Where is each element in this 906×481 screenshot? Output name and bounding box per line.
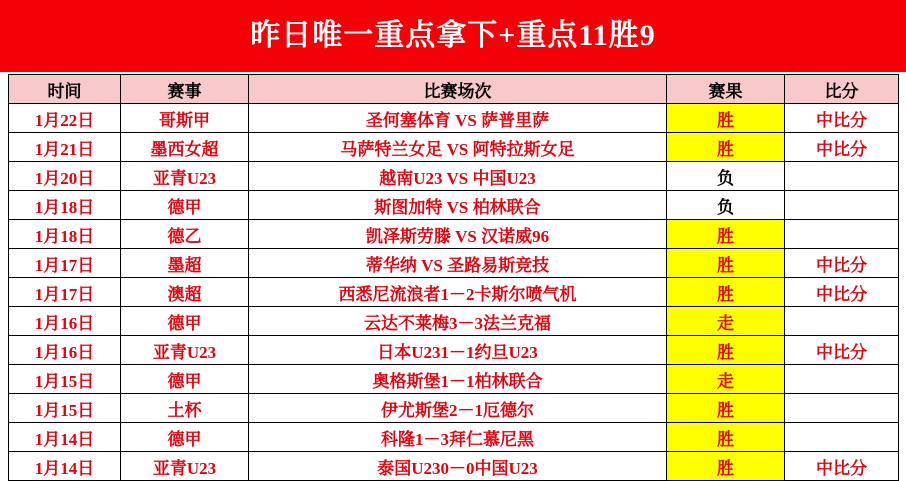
match-table — [8, 74, 899, 481]
cell-time: 1月14日 — [9, 452, 121, 481]
cell-score — [785, 365, 899, 394]
cell-time: 1月16日 — [9, 307, 121, 336]
table-body — [9, 104, 899, 481]
cell-time: 1月20日 — [9, 162, 121, 191]
column-header-result: 赛果 — [667, 75, 785, 104]
cell-score: 中比分 — [785, 336, 899, 365]
cell-fixture: 西悉尼流浪者1－2卡斯尔喷气机 — [249, 278, 667, 307]
cell-time: 1月14日 — [9, 423, 121, 452]
cell-result: 胜 — [667, 336, 785, 365]
cell-league: 德甲 — [121, 191, 249, 220]
cell-fixture: 伊尤斯堡2－1厄德尔 — [249, 394, 667, 423]
cell-league: 德乙 — [121, 220, 249, 249]
cell-fixture: 奥格斯堡1－1柏林联合 — [249, 365, 667, 394]
cell-time: 1月16日 — [9, 336, 121, 365]
table-row — [9, 191, 899, 220]
cell-fixture: 越南U23 VS 中国U23 — [249, 162, 667, 191]
cell-time: 1月18日 — [9, 191, 121, 220]
cell-result: 负 — [667, 191, 785, 220]
cell-score: 中比分 — [785, 249, 899, 278]
cell-league: 亚青U23 — [121, 452, 249, 481]
cell-result: 负 — [667, 162, 785, 191]
cell-result: 走 — [667, 307, 785, 336]
cell-result: 胜 — [667, 394, 785, 423]
cell-fixture: 日本U231－1约旦U23 — [249, 336, 667, 365]
cell-score — [785, 423, 899, 452]
cell-league: 德甲 — [121, 307, 249, 336]
table-row — [9, 336, 899, 365]
table-header-row — [9, 75, 899, 104]
cell-result: 胜 — [667, 133, 785, 162]
cell-fixture: 泰国U230－0中国U23 — [249, 452, 667, 481]
cell-result: 走 — [667, 365, 785, 394]
column-header-league: 赛事 — [121, 75, 249, 104]
table-row — [9, 394, 899, 423]
cell-time: 1月18日 — [9, 220, 121, 249]
table-row — [9, 220, 899, 249]
cell-result: 胜 — [667, 249, 785, 278]
cell-fixture: 云达不莱梅3－3法兰克福 — [249, 307, 667, 336]
cell-result: 胜 — [667, 104, 785, 133]
cell-score: 中比分 — [785, 278, 899, 307]
cell-fixture: 马萨特兰女足 VS 阿特拉斯女足 — [249, 133, 667, 162]
cell-league: 哥斯甲 — [121, 104, 249, 133]
cell-time: 1月17日 — [9, 278, 121, 307]
table-row — [9, 423, 899, 452]
cell-score — [785, 307, 899, 336]
table-row — [9, 104, 899, 133]
cell-league: 亚青U23 — [121, 162, 249, 191]
cell-league: 墨西女超 — [121, 133, 249, 162]
cell-score — [785, 191, 899, 220]
cell-result: 胜 — [667, 278, 785, 307]
cell-score — [785, 220, 899, 249]
cell-league: 亚青U23 — [121, 336, 249, 365]
cell-fixture: 科隆1－3拜仁慕尼黑 — [249, 423, 667, 452]
cell-fixture: 凯泽斯劳滕 VS 汉诺威96 — [249, 220, 667, 249]
column-header-fixture: 比赛场次 — [249, 75, 667, 104]
cell-score — [785, 394, 899, 423]
cell-league: 德甲 — [121, 423, 249, 452]
cell-league: 德甲 — [121, 365, 249, 394]
cell-result: 胜 — [667, 423, 785, 452]
column-header-time: 时间 — [9, 75, 121, 104]
cell-result: 胜 — [667, 452, 785, 481]
cell-time: 1月15日 — [9, 394, 121, 423]
cell-score: 中比分 — [785, 133, 899, 162]
cell-result: 胜 — [667, 220, 785, 249]
table-row — [9, 278, 899, 307]
cell-score: 中比分 — [785, 104, 899, 133]
cell-league: 墨超 — [121, 249, 249, 278]
table-row — [9, 162, 899, 191]
banner-title: 昨日唯一重点拿下+重点11胜9 — [0, 0, 906, 72]
cell-fixture: 蒂华纳 VS 圣路易斯竞技 — [249, 249, 667, 278]
table-row — [9, 133, 899, 162]
cell-fixture: 圣何塞体育 VS 萨普里萨 — [249, 104, 667, 133]
table-row — [9, 452, 899, 481]
cell-league: 澳超 — [121, 278, 249, 307]
table-header — [9, 75, 899, 104]
cell-time: 1月17日 — [9, 249, 121, 278]
cell-score: 中比分 — [785, 452, 899, 481]
column-header-score: 比分 — [785, 75, 899, 104]
cell-time: 1月22日 — [9, 104, 121, 133]
cell-league: 土杯 — [121, 394, 249, 423]
cell-time: 1月21日 — [9, 133, 121, 162]
cell-time: 1月15日 — [9, 365, 121, 394]
cell-fixture: 斯图加特 VS 柏林联合 — [249, 191, 667, 220]
table-row — [9, 249, 899, 278]
cell-score — [785, 162, 899, 191]
table-row — [9, 365, 899, 394]
table-row — [9, 307, 899, 336]
